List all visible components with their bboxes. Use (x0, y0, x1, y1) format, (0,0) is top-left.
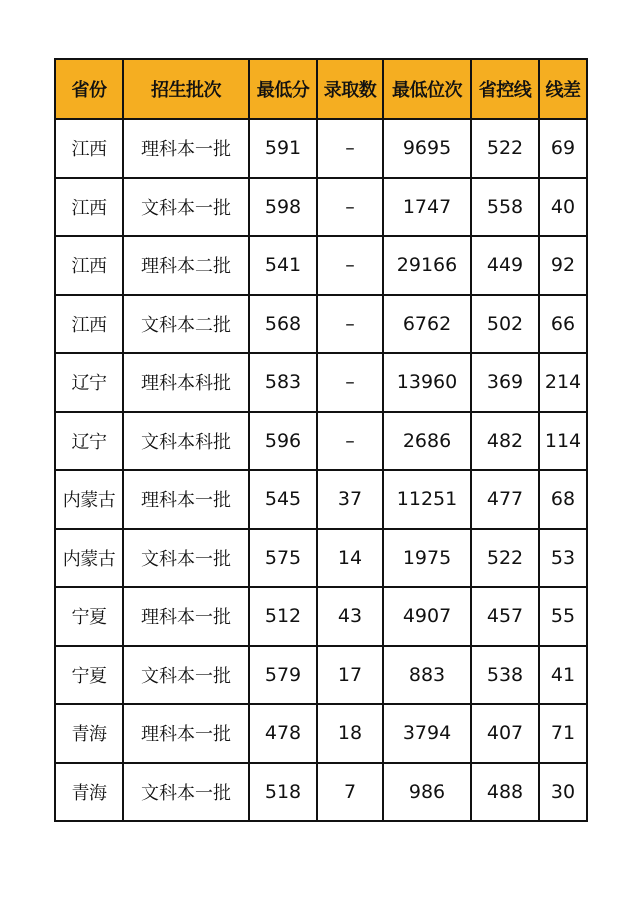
cell-min-score: 541 (249, 236, 317, 295)
cell-line-diff: 71 (539, 704, 587, 763)
cell-line-diff: 53 (539, 529, 587, 588)
header-control-line: 省控线 (471, 59, 539, 119)
cell-min-rank: 6762 (383, 295, 471, 354)
table-row (55, 587, 587, 646)
cell-min-score: 478 (249, 704, 317, 763)
cell-line-diff: 214 (539, 353, 587, 412)
cell-province: 内蒙古 (55, 529, 123, 588)
header-min-score: 最低分 (249, 59, 317, 119)
cell-line-diff: 69 (539, 119, 587, 178)
table-row (55, 236, 587, 295)
table-row (55, 646, 587, 705)
cell-min-rank: 4907 (383, 587, 471, 646)
cell-admitted: 17 (317, 646, 383, 705)
table-row (55, 178, 587, 237)
cell-admitted: 7 (317, 763, 383, 822)
cell-min-rank: 11251 (383, 470, 471, 529)
table-row (55, 412, 587, 471)
cell-batch: 文科本一批 (123, 178, 249, 237)
cell-min-score: 512 (249, 587, 317, 646)
cell-min-rank: 1975 (383, 529, 471, 588)
cell-control-line: 558 (471, 178, 539, 237)
cell-control-line: 482 (471, 412, 539, 471)
cell-min-score: 579 (249, 646, 317, 705)
cell-control-line: 522 (471, 119, 539, 178)
cell-min-score: 591 (249, 119, 317, 178)
table-header (55, 59, 587, 119)
cell-admitted: – (317, 412, 383, 471)
cell-province: 青海 (55, 704, 123, 763)
cell-control-line: 457 (471, 587, 539, 646)
table-row (55, 353, 587, 412)
cell-control-line: 538 (471, 646, 539, 705)
table-row (55, 763, 587, 822)
cell-province: 江西 (55, 236, 123, 295)
cell-admitted: 18 (317, 704, 383, 763)
cell-batch: 文科本一批 (123, 646, 249, 705)
cell-control-line: 369 (471, 353, 539, 412)
cell-min-score: 583 (249, 353, 317, 412)
cell-line-diff: 68 (539, 470, 587, 529)
cell-admitted: 37 (317, 470, 383, 529)
table-row (55, 119, 587, 178)
cell-min-rank: 9695 (383, 119, 471, 178)
cell-admitted: – (317, 353, 383, 412)
table-row (55, 529, 587, 588)
header-admitted: 录取数 (317, 59, 383, 119)
cell-line-diff: 30 (539, 763, 587, 822)
cell-batch: 理科本一批 (123, 587, 249, 646)
cell-control-line: 522 (471, 529, 539, 588)
cell-min-score: 568 (249, 295, 317, 354)
cell-min-rank: 13960 (383, 353, 471, 412)
cell-control-line: 488 (471, 763, 539, 822)
cell-batch: 文科本二批 (123, 295, 249, 354)
cell-province: 青海 (55, 763, 123, 822)
cell-min-rank: 3794 (383, 704, 471, 763)
cell-province: 辽宁 (55, 353, 123, 412)
cell-min-score: 598 (249, 178, 317, 237)
cell-admitted: – (317, 236, 383, 295)
cell-province: 宁夏 (55, 646, 123, 705)
cell-batch: 理科本一批 (123, 704, 249, 763)
cell-province: 辽宁 (55, 412, 123, 471)
cell-province: 内蒙古 (55, 470, 123, 529)
cell-batch: 文科本科批 (123, 412, 249, 471)
cell-batch: 文科本一批 (123, 763, 249, 822)
header-batch: 招生批次 (123, 59, 249, 119)
cell-batch: 理科本科批 (123, 353, 249, 412)
cell-batch: 文科本一批 (123, 529, 249, 588)
header-line-diff: 线差 (539, 59, 587, 119)
cell-line-diff: 114 (539, 412, 587, 471)
cell-min-score: 575 (249, 529, 317, 588)
cell-batch: 理科本二批 (123, 236, 249, 295)
cell-line-diff: 40 (539, 178, 587, 237)
header-province: 省份 (55, 59, 123, 119)
cell-min-rank: 986 (383, 763, 471, 822)
table-body (55, 119, 587, 821)
cell-min-score: 545 (249, 470, 317, 529)
cell-admitted: 14 (317, 529, 383, 588)
table-row (55, 295, 587, 354)
cell-line-diff: 41 (539, 646, 587, 705)
cell-province: 江西 (55, 178, 123, 237)
cell-min-rank: 1747 (383, 178, 471, 237)
cell-min-score: 596 (249, 412, 317, 471)
cell-line-diff: 55 (539, 587, 587, 646)
table-row (55, 470, 587, 529)
cell-min-rank: 883 (383, 646, 471, 705)
header-row (55, 59, 587, 119)
cell-batch: 理科本一批 (123, 119, 249, 178)
cell-control-line: 407 (471, 704, 539, 763)
cell-province: 江西 (55, 119, 123, 178)
cell-line-diff: 66 (539, 295, 587, 354)
cell-admitted: – (317, 178, 383, 237)
admission-table-container (54, 58, 586, 822)
cell-batch: 理科本一批 (123, 470, 249, 529)
cell-admitted: 43 (317, 587, 383, 646)
cell-min-rank: 2686 (383, 412, 471, 471)
cell-min-score: 518 (249, 763, 317, 822)
table-row (55, 704, 587, 763)
cell-admitted: – (317, 119, 383, 178)
admission-score-table (54, 58, 588, 822)
cell-province: 江西 (55, 295, 123, 354)
cell-control-line: 477 (471, 470, 539, 529)
cell-control-line: 449 (471, 236, 539, 295)
cell-control-line: 502 (471, 295, 539, 354)
header-min-rank: 最低位次 (383, 59, 471, 119)
cell-line-diff: 92 (539, 236, 587, 295)
cell-min-rank: 29166 (383, 236, 471, 295)
cell-admitted: – (317, 295, 383, 354)
cell-province: 宁夏 (55, 587, 123, 646)
